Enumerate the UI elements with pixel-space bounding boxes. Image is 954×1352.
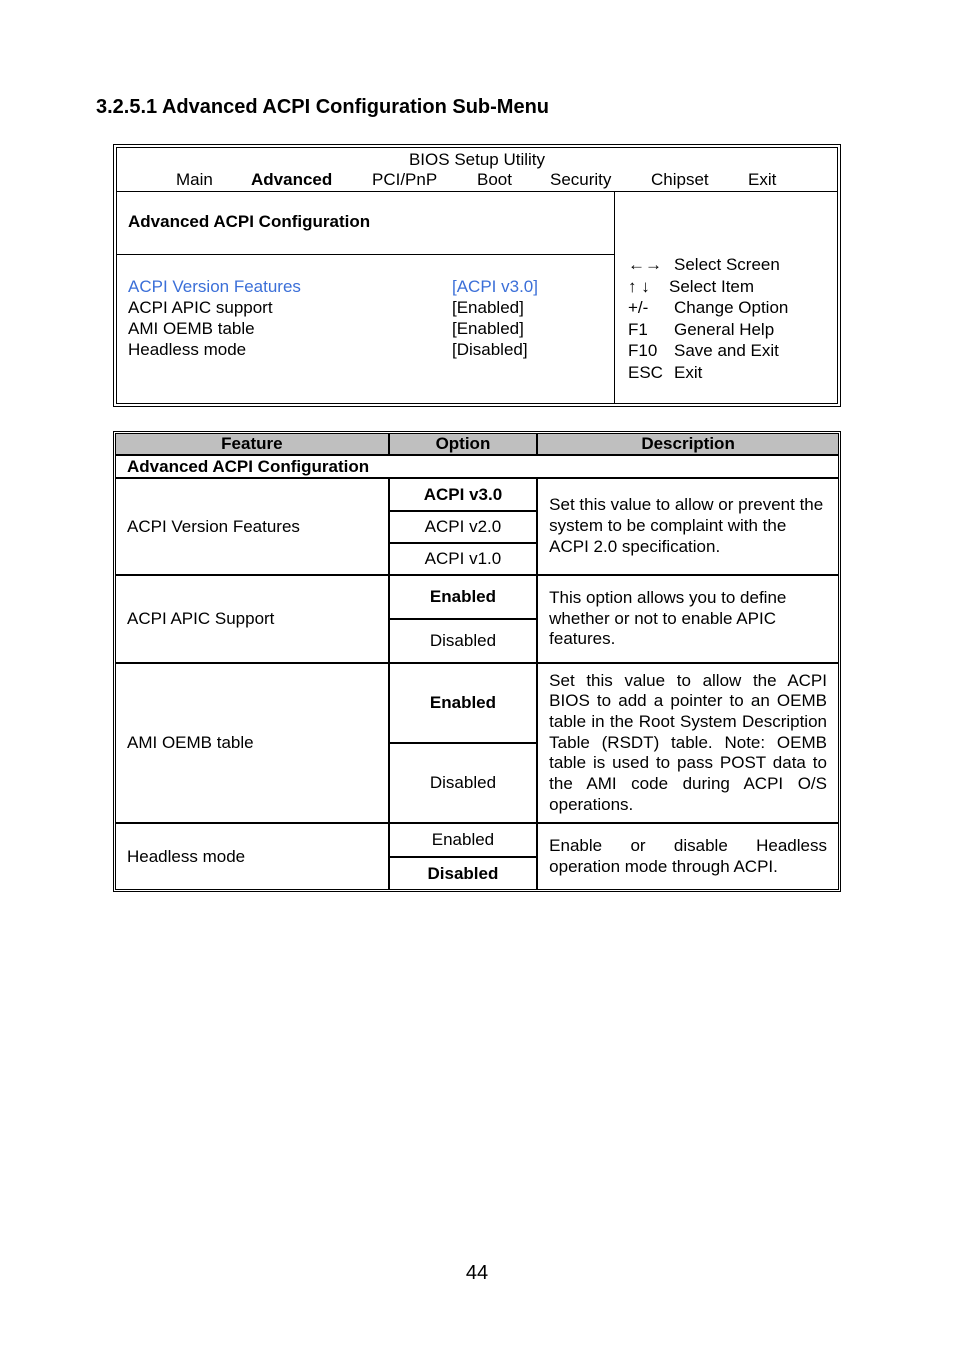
option-cell: ACPI v1.0	[389, 543, 537, 575]
option-cell: ACPI v2.0	[389, 511, 537, 543]
option-cell: Disabled	[389, 857, 537, 890]
help-key: F1	[628, 319, 648, 339]
help-desc: Save and Exit	[674, 341, 779, 360]
help-desc: Select Screen	[674, 255, 780, 274]
arrow-left-right-icon: ←→	[628, 255, 662, 274]
section-divider	[117, 254, 614, 255]
feature-cell: ACPI APIC Support	[115, 575, 389, 663]
option-cell: Enabled	[389, 575, 537, 619]
description-cell: Set this value to allow or prevent the system to be complaint with the ACPI 2.0 specification.	[537, 478, 839, 575]
bios-frame	[116, 147, 838, 404]
menu-advanced[interactable]: Advanced	[251, 170, 333, 189]
description-cell: This option allows you to define whether or not to enable APIC features.	[537, 575, 839, 663]
help-key: F10	[628, 341, 658, 360]
menu-main[interactable]: Main	[176, 170, 213, 189]
menu-pci-pnp[interactable]: PCI/PnP	[372, 170, 438, 189]
bios-menu-bar	[117, 170, 837, 190]
description-cell: Set this value to allow the ACPI BIOS to add a pointer to an OEMB table in the Root System Description Table (RSDT) table. Note: OEMB table is used to pass POST data to the AMI code during ACPI O/S operations.	[537, 663, 839, 823]
help-desc: Change Option	[674, 298, 789, 317]
help-desc: Select Item	[669, 276, 755, 296]
help-desc: General Help	[674, 319, 775, 339]
table-row	[115, 575, 839, 619]
bios-value-headless[interactable]: [Disabled]	[452, 340, 528, 359]
help-key: ESC	[628, 362, 663, 382]
option-cell: Enabled	[389, 823, 537, 857]
feature-cell: AMI OEMB table	[115, 663, 389, 823]
bios-screen	[113, 144, 841, 407]
help-desc: Exit	[674, 362, 703, 382]
help-key: +/-	[628, 298, 649, 317]
option-cell: Enabled	[389, 663, 537, 743]
bios-value-oemb[interactable]: [Enabled]	[452, 319, 524, 338]
option-cell: Disabled	[389, 743, 537, 823]
help-divider	[614, 191, 615, 403]
option-cell: Disabled	[389, 619, 537, 663]
menu-boot[interactable]: Boot	[477, 170, 512, 189]
arrow-up-down-icon: ↑ ↓	[628, 276, 650, 296]
feature-cell: ACPI Version Features	[115, 478, 389, 575]
menu-security[interactable]: Security	[550, 170, 612, 189]
section-heading: 3.2.5.1 Advanced ACPI Configuration Sub-Menu	[96, 96, 550, 118]
table-row	[115, 823, 839, 857]
feature-table	[113, 431, 841, 892]
header-description: Description	[537, 433, 839, 455]
menu-divider	[117, 191, 837, 192]
table-section-title: Advanced ACPI Configuration	[115, 455, 839, 478]
bios-title: BIOS Setup Utility	[408, 150, 546, 169]
page-number: 44	[465, 1262, 489, 1284]
menu-exit[interactable]: Exit	[748, 170, 777, 189]
bios-item-oemb[interactable]: AMI OEMB table	[128, 319, 255, 338]
bios-item-acpi-version[interactable]: ACPI Version Features	[128, 277, 301, 296]
description-cell: Enable or disable Headless operation mode through ACPI.	[537, 823, 839, 890]
bios-value-apic[interactable]: [Enabled]	[452, 298, 524, 317]
header-feature: Feature	[115, 433, 389, 455]
bios-item-labels	[128, 276, 301, 360]
table-header-row	[115, 433, 839, 455]
header-option: Option	[389, 433, 537, 455]
bios-item-headless[interactable]: Headless mode	[128, 340, 247, 359]
bios-item-values	[452, 276, 538, 360]
feature-cell: Headless mode	[115, 823, 389, 890]
table-row	[115, 663, 839, 743]
table-section-row	[115, 455, 839, 478]
table-row	[115, 478, 839, 511]
bios-value-acpi-version[interactable]: [ACPI v3.0]	[452, 277, 538, 296]
bios-item-apic[interactable]: ACPI APIC support	[128, 298, 273, 317]
bios-section-title: Advanced ACPI Configuration	[128, 212, 371, 231]
option-cell: ACPI v3.0	[389, 478, 537, 511]
menu-chipset[interactable]: Chipset	[651, 170, 709, 189]
